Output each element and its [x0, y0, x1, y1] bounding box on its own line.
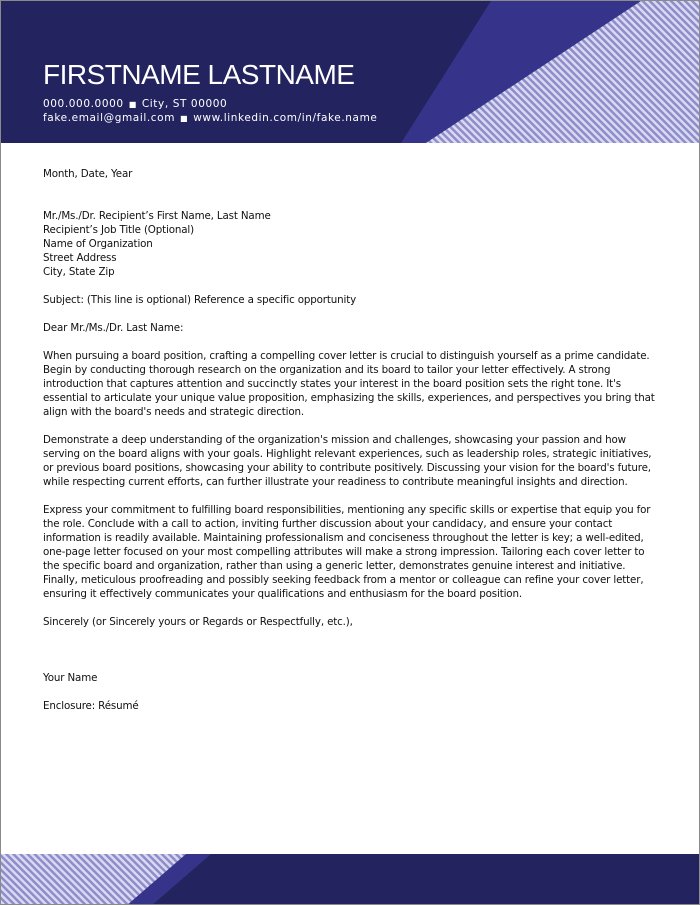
email-address[interactable]: fake.email@gmail.com	[43, 112, 176, 124]
salutation: Dear Mr./Ms./Dr. Last Name:	[43, 322, 184, 334]
linkedin-url[interactable]: www.linkedin.com/in/fake.name	[193, 112, 378, 124]
letter-body	[43, 167, 663, 713]
recipient-line: Street Address	[43, 252, 117, 264]
header-banner	[1, 1, 700, 143]
contact-line-2	[43, 112, 377, 124]
body-paragraph: Express your commitment to fulfilling board responsibilities, mentioning any specific skills or expertise that equip you for the role. Conclude with a call to action, inviting further discussion about your candidacy, and ensure your contact information is readily available. Maintaining professionalism and conciseness throughout the letter is key; a well-edited, one-page letter focused on your most compelling attributes will make a strong impression. Tailoring each cover letter to the specific board and organization, rather than using a generic letter, demonstrates genuine interest and initiative. Finally, meticulous proofreading and possibly seeking feedback from a mentor or colleague can refine your cover letter, ensuring it effectively communicates your qualifications and enthusiasm for the board position.	[43, 504, 651, 600]
subject-line: Subject: (This line is optional) Reference a specific opportunity	[43, 294, 357, 306]
enclosure-line: Enclosure: Résumé	[43, 700, 139, 712]
body-paragraph: When pursuing a board position, crafting a compelling cover letter is crucial to distinguish yourself as a prime candidate. Begin by conducting thorough research on the organization and its board to tailor your letter effectively. A strong introduction that captures attention and succinctly states your interest in the board position sets the right tone. It's essential to articulate your unique value proposition, emphasizing the skills, experiences, and perspectives you bring that align with the board's needs and strategic direction.	[43, 350, 655, 418]
phone-number: 000.000.0000	[43, 98, 124, 110]
closing: Sincerely (or Sincerely yours or Regards or Respectfully, etc.),	[43, 616, 353, 628]
recipient-line: Recipient’s Job Title (Optional)	[43, 224, 195, 236]
signature-name: Your Name	[43, 672, 98, 684]
recipient-line: Mr./Ms./Dr. Recipient’s First Name, Last Name	[43, 210, 271, 222]
body-paragraph: Demonstrate a deep understanding of the organization's mission and challenges, showcasing your passion and how serving on the board aligns with your goals. Highlight relevant experiences, such as leadership roles, strategic initiatives, or previous board positions, showcasing your ability to contribute positively. Discussing your vision for the board's future, while respecting current efforts, can further illustrate your readiness to contribute meaningful insights and direction.	[43, 434, 652, 488]
applicant-name: FIRSTNAME LASTNAME	[43, 59, 355, 90]
recipient-line: Name of Organization	[43, 238, 153, 250]
separator: ■	[180, 114, 189, 123]
letter-date: Month, Date, Year	[43, 168, 133, 180]
recipient-block	[43, 209, 663, 279]
location: City, ST 00000	[141, 98, 228, 110]
separator: ■	[128, 100, 137, 109]
recipient-line: City, State Zip	[43, 266, 115, 278]
contact-line-1	[43, 98, 227, 110]
footer-banner	[1, 854, 700, 905]
footer-decoration	[1, 854, 700, 905]
